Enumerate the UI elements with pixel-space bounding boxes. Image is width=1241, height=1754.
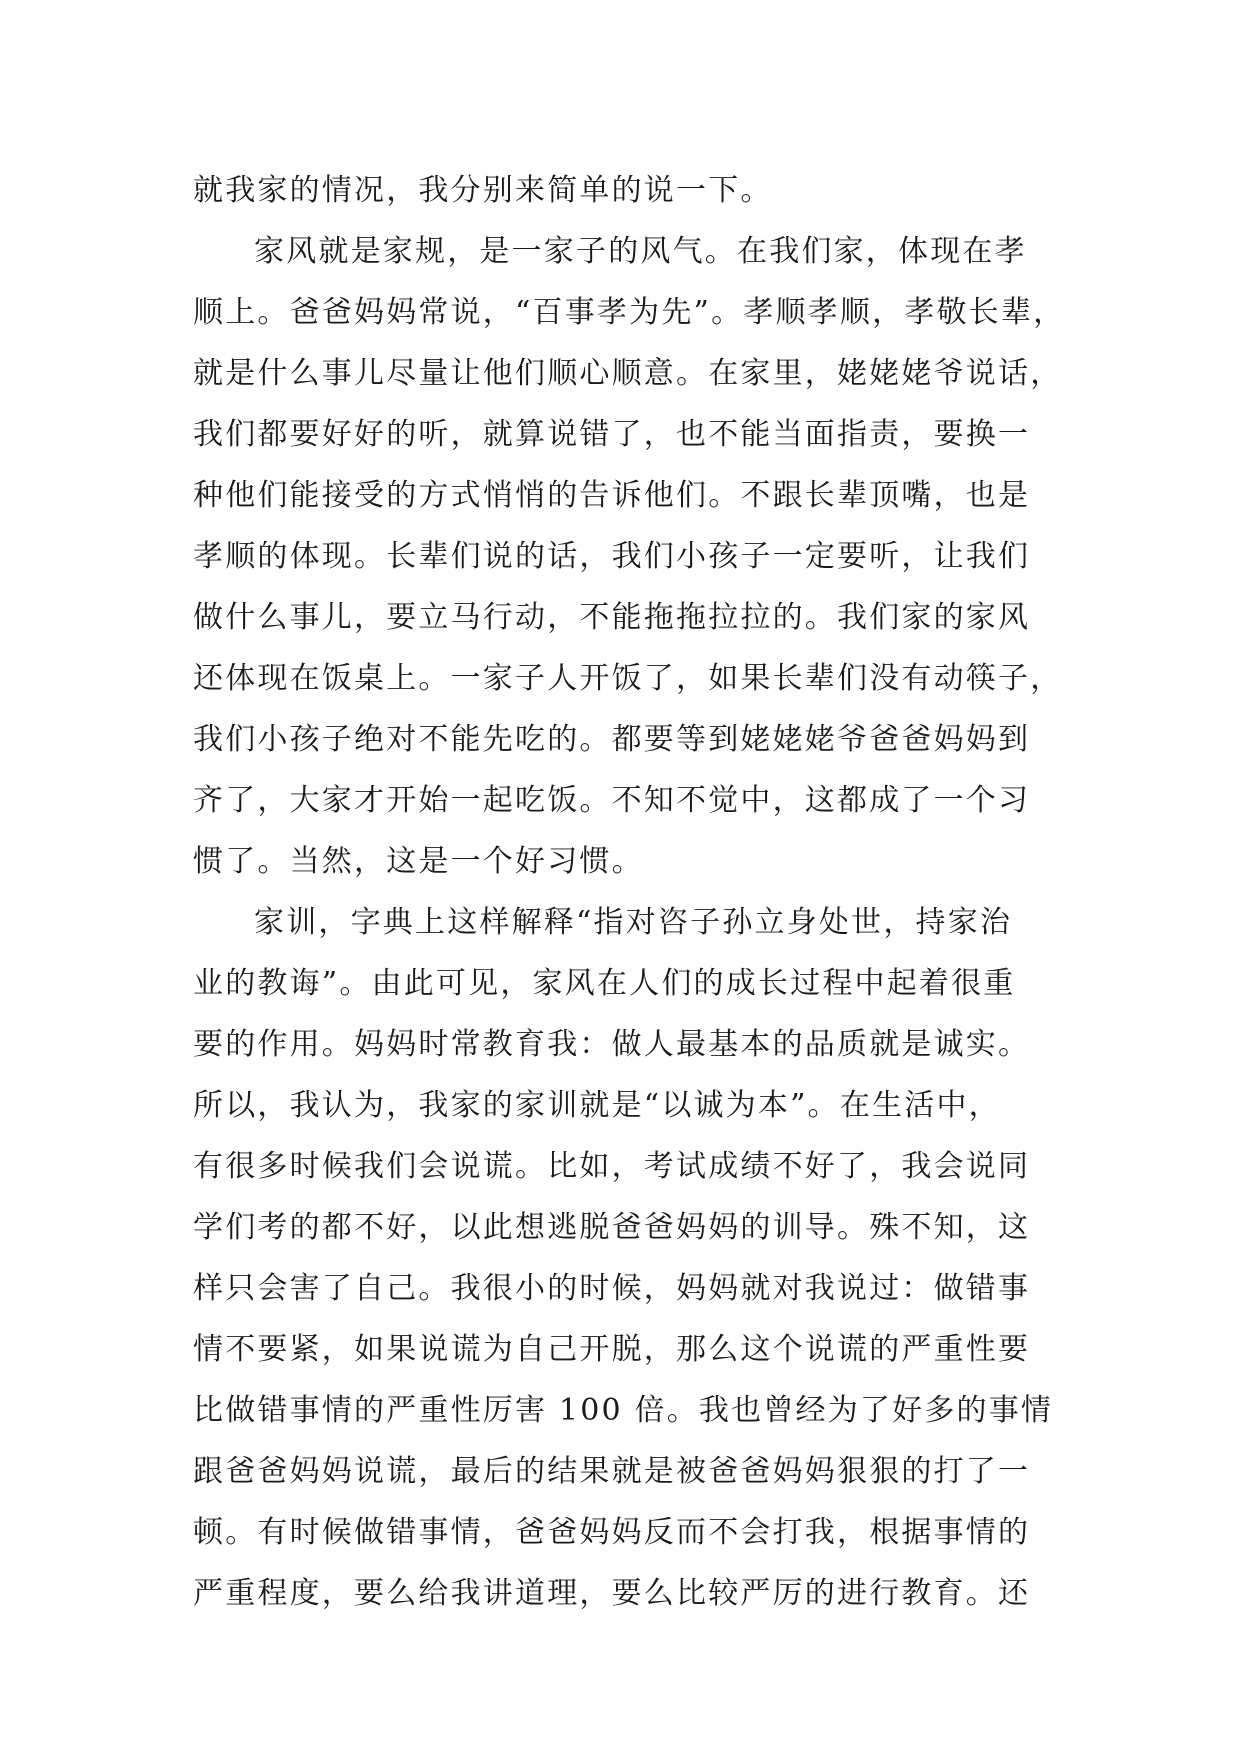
text-line: 有很多时候我们会说谎。比如，考试成绩不好了，我会说同 <box>193 1149 1031 1184</box>
text-line: 种他们能接受的方式悄悄的告诉他们。不跟长辈顶嘴，也是 <box>193 478 1031 513</box>
text-line: 孝顺的体现。长辈们说的话，我们小孩子一定要听，让我们 <box>193 539 1031 574</box>
body-text <box>193 160 1073 1624</box>
text-line: 顺上。爸爸妈妈常说，“百事孝为先”。孝顺孝顺，孝敬长辈， <box>193 295 1066 330</box>
text-line: 比做错事情的严重性厉害 100 倍。我也曾经为了好多的事情 <box>193 1393 1054 1428</box>
text-line: 样只会害了自己。我很小的时候，妈妈就对我说过：做错事 <box>193 1271 1031 1306</box>
text-line: 还体现在饭桌上。一家子人开饭了，如果长辈们没有动筷子， <box>193 661 1063 696</box>
text-line: 就我家的情况，我分别来简单的说一下。 <box>193 173 773 208</box>
text-line: 顿。有时候做错事情，爸爸妈妈反而不会打我，根据事情的 <box>193 1515 1031 1550</box>
text-line: 业的教诲”。由此可见，家风在人们的成长过程中起着很重 <box>193 966 1016 1001</box>
text-line: 我们都要好好的听，就算说错了，也不能当面指责，要换一 <box>193 417 1031 452</box>
text-line: 学们考的都不好，以此想逃脱爸爸妈妈的训导。殊不知，这 <box>193 1210 1031 1245</box>
text-line: 就是什么事儿尽量让他们顺心顺意。在家里，姥姥姥爷说话， <box>193 356 1063 391</box>
text-line: 严重程度，要么给我讲道理，要么比较严厉的进行教育。还 <box>193 1576 1031 1611</box>
text-line: 我们小孩子绝对不能先吃的。都要等到姥姥姥爷爸爸妈妈到 <box>193 722 1031 757</box>
text-line: 所以，我认为，我家的家训就是“以诚为本”。在生活中， <box>193 1088 1001 1123</box>
text-line: 情不要紧，如果说谎为自己开脱，那么这个说谎的严重性要 <box>193 1332 1031 1367</box>
text-line: 惯了。当然，这是一个好习惯。 <box>193 844 644 879</box>
paragraph-start-line: 家训，字典上这样解释“指对咨子孙立身处世，持家治 <box>254 905 1013 940</box>
text-line: 跟爸爸妈妈说谎，最后的结果就是被爸爸妈妈狠狠的打了一 <box>193 1454 1031 1489</box>
paragraph-start-line: 家风就是家规，是一家子的风气。在我们家，体现在孝 <box>254 234 1027 269</box>
text-line: 要的作用。妈妈时常教育我：做人最基本的品质就是诚实。 <box>193 1027 1031 1062</box>
text-line: 齐了，大家才开始一起吃饭。不知不觉中，这都成了一个习 <box>193 783 1031 818</box>
text-line: 做什么事儿，要立马行动，不能拖拖拉拉的。我们家的家风 <box>193 600 1031 635</box>
